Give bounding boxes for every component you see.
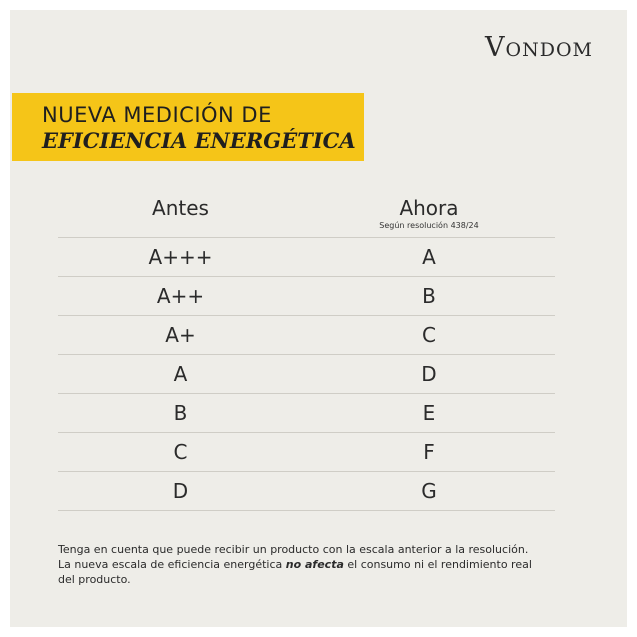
before-value: B (173, 401, 188, 425)
title-banner (12, 93, 364, 161)
table-header (58, 190, 555, 238)
now-value: A (422, 245, 436, 269)
before-value: A (173, 362, 188, 386)
note-line-2 (58, 557, 598, 572)
note-line-3: del producto. (58, 573, 131, 586)
table-row (58, 316, 555, 355)
note-line-2-post: el consumo ni el rendimiento real (343, 558, 532, 571)
info-card (10, 10, 627, 627)
table-row (58, 355, 555, 394)
header-now-subtitle: Según resolución 438/24 (379, 221, 479, 230)
now-value: D (421, 362, 437, 386)
now-value: G (421, 479, 437, 503)
title-line-1: NUEVA MEDICIÓN DE (42, 103, 272, 127)
note-emphasis: no afecta (285, 558, 344, 571)
table-row (58, 277, 555, 316)
before-value: A++ (156, 284, 205, 308)
header-now-label: Ahora (399, 196, 459, 220)
table-row (58, 394, 555, 433)
efficiency-table (58, 190, 555, 511)
now-value: F (423, 440, 435, 464)
before-value: A+ (165, 323, 196, 347)
before-value: A+++ (148, 245, 213, 269)
now-value: B (422, 284, 436, 308)
note-line-1: Tenga en cuenta que puede recibir un producto con la escala anterior a la resolución. (58, 543, 529, 556)
header-now (303, 196, 555, 230)
table-row (58, 472, 555, 511)
now-value: C (422, 323, 436, 347)
before-value: C (173, 440, 188, 464)
note-line-2-pre: La nueva escala de eficiencia energética (58, 558, 286, 571)
before-value: D (172, 479, 189, 503)
now-value: E (422, 401, 436, 425)
vondom-logo: Vondom (485, 32, 593, 63)
table-row (58, 238, 555, 277)
title-line-2: EFICIENCIA ENERGÉTICA (42, 128, 356, 153)
header-before-label: Antes (152, 196, 209, 220)
header-before (58, 196, 303, 220)
table-row (58, 433, 555, 472)
disclaimer-note (58, 542, 598, 587)
